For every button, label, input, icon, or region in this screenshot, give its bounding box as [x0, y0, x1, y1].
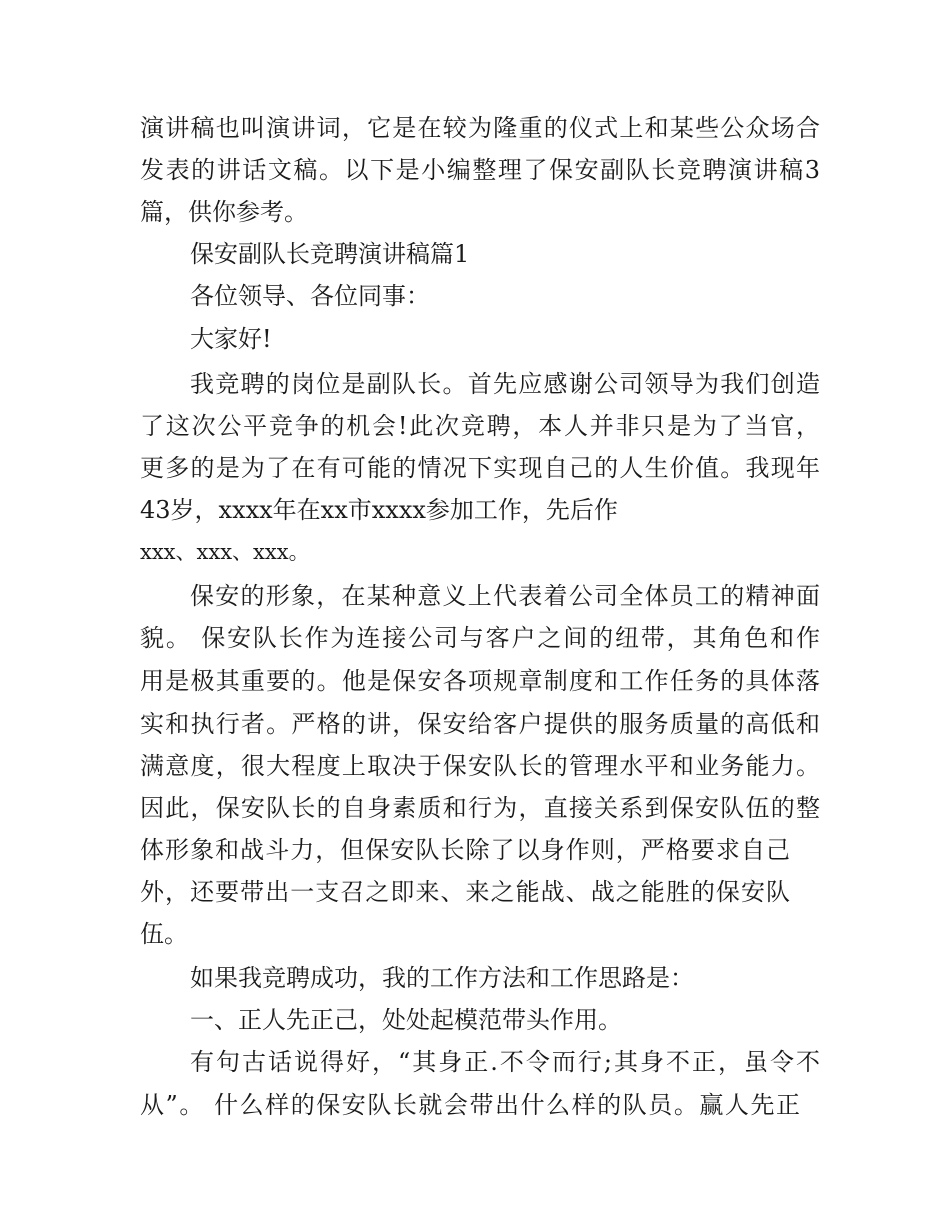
paragraph-line: xxx、xxx、xxx。 [140, 540, 310, 564]
paragraph-line: 体形象和战斗力，但保安队长除了以身作则，严格要求自己 [140, 836, 790, 864]
paragraph-line: 我竞聘的岗位是副队长。首先应感谢公司领导为我们创造 [190, 370, 820, 398]
intro-line-1: 演讲稿也叫演讲词，它是在较为隆重的仪式上和某些公众场合 [140, 114, 820, 142]
paragraph-line: 如果我竞聘成功，我的工作方法和工作思路是： [190, 964, 694, 992]
intro-line-3: 篇，供你参考。 [140, 198, 308, 226]
paragraph-line: 伍。 [140, 920, 188, 948]
intro-line-2: 发表的讲话文稿。以下是小编整理了保安副队长竞聘演讲稿3 [140, 156, 820, 184]
paragraph-line: 更多的是为了在有可能的情况下实现自己的人生价值。我现年 [140, 454, 820, 482]
paragraph-line: 有句古话说得好，“其身正.不令而行;其身不正，虽令不 [190, 1048, 820, 1076]
section-heading: 保安副队长竞聘演讲稿篇1 [190, 240, 470, 268]
list-item-heading: 一、正人先正己，处处起模范带头作用。 [190, 1006, 622, 1034]
paragraph-line: 满意度，很大程度上取决于保安队长的管理水平和业务能力。 [140, 752, 820, 780]
paragraph-line: 用是极其重要的。他是保安各项规章制度和工作任务的具体落 [140, 667, 820, 695]
paragraph-line: 从”。 什么样的保安队长就会带出什么样的队员。赢人先正 [140, 1091, 800, 1119]
paragraph-line: 貌。 保安队长作为连接公司与客户之间的纽带，其角色和作 [140, 624, 820, 652]
paragraph-line: 外，还要带出一支召之即来、来之能战、战之能胜的保安队 [140, 878, 790, 906]
salutation: 各位领导、各位同事： [190, 282, 430, 310]
paragraph-line: 了这次公平竞争的机会!此次竞聘，本人并非只是为了当官， [140, 412, 820, 440]
greeting: 大家好! [190, 325, 272, 353]
paragraph-line: 43岁，xxxx年在xx市xxxx参加工作，先后作 [140, 496, 618, 524]
paragraph-line: 因此，保安队长的自身素质和行为，直接关系到保安队伍的整 [140, 794, 820, 822]
paragraph-line: 实和执行者。严格的讲，保安给客户提供的服务质量的高低和 [140, 710, 820, 738]
paragraph-line: 保安的形象，在某种意义上代表着公司全体员工的精神面 [190, 582, 820, 610]
